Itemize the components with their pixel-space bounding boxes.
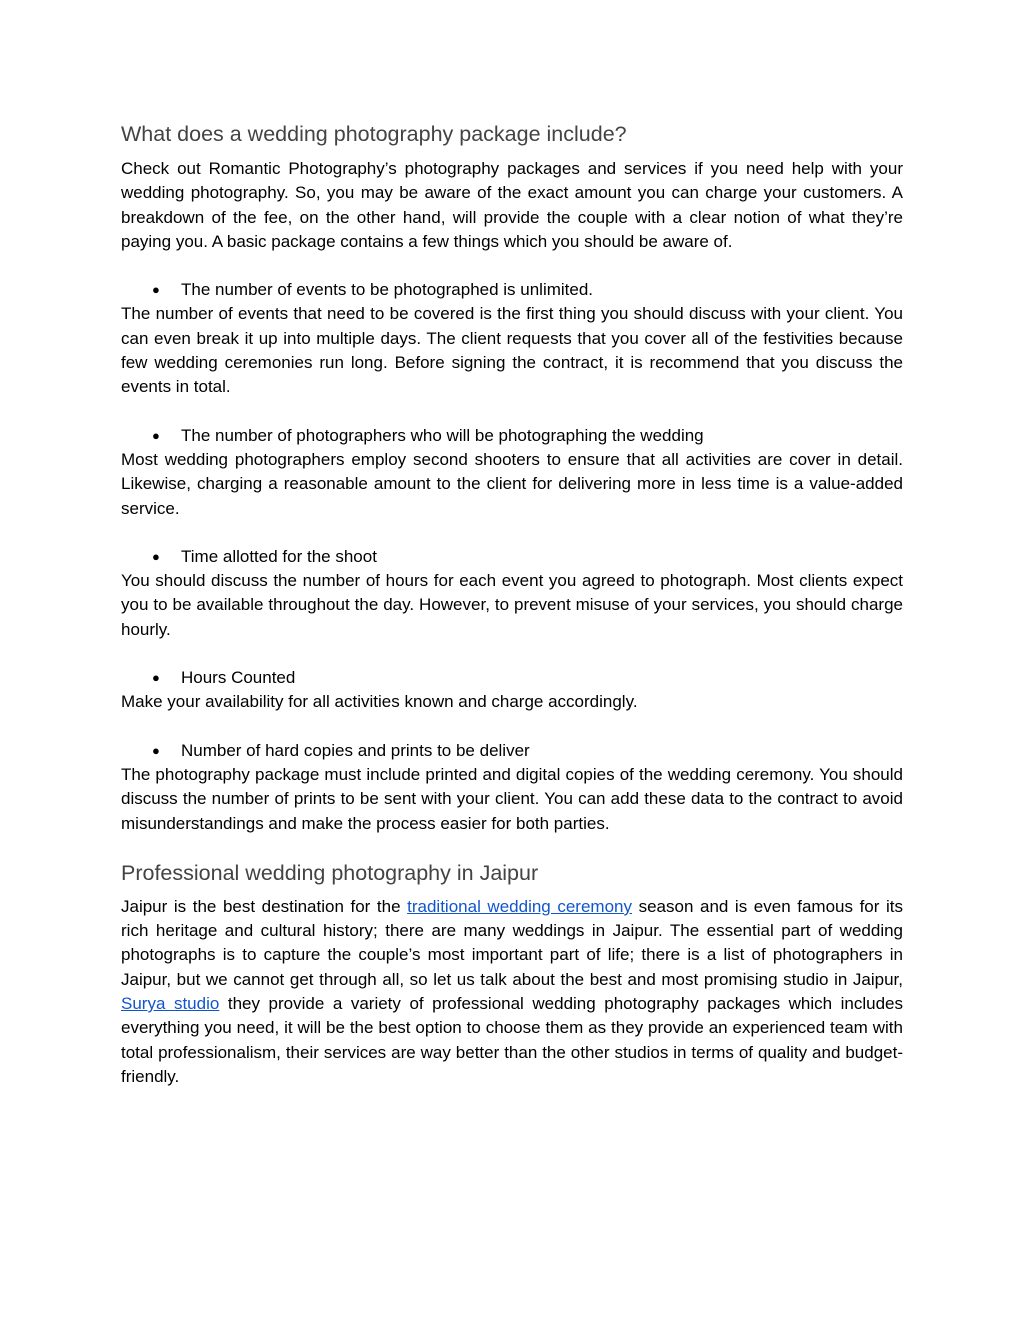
bullet-text: The number of photographers who will be photographing the wedding (181, 425, 704, 445)
paragraph-text: they provide a variety of professional wedding photography packages which includes everything you need, it will be the best option to choose them as they provide an experienced team with total professionalism, their services are way better than the other studios in terms of quality and budget-friendly. (121, 994, 904, 1086)
bullet-icon: ● (152, 670, 160, 686)
paragraph-text: Jaipur is the best destination for the (121, 896, 408, 916)
document-page (121, 120, 903, 1089)
section-heading: Professional wedding photography in Jaipur (121, 860, 539, 885)
paragraph-text: season and is even famous for its rich heritage and cultural history; there are many weddings in Jaipur. The essential part of wedding photographs is to capture the couple’s most important part of life; there is a list of photographers in Jaipur, but we cannot get through all, so let us talk about the best and most promising studio in Jaipur, (121, 896, 904, 989)
list-item (121, 666, 903, 690)
list-item (121, 545, 903, 569)
traditional-wedding-ceremony-link[interactable]: traditional wedding ceremony (407, 896, 632, 916)
item-paragraph: You should discuss the number of hours for each event you agreed to photograph. Most clients expect you to be available throughout the day. However, to prevent misuse of your services, you should charge hourly. (121, 571, 903, 639)
bullet-text: Time allotted for the shoot (181, 546, 377, 566)
jaipur-paragraph (121, 895, 903, 1089)
bullet-icon: ● (152, 742, 160, 758)
bullet-icon: ● (152, 548, 160, 564)
item-paragraph: Make your availability for all activities known and charge accordingly. (121, 692, 638, 712)
bullet-text: Number of hard copies and prints to be deliver (181, 740, 530, 760)
bullet-text: The number of events to be photographed is unlimited. (181, 280, 594, 300)
list-item (121, 739, 903, 763)
list-item (121, 424, 903, 448)
section-heading: What does a wedding photography package include? (121, 122, 627, 146)
item-paragraph: The photography package must include printed and digital copies of the wedding ceremony. You should discuss the number of prints to be sent with your client. You can add these data to the contract to avoid misunderstandings and make the process easier for both parties. (121, 764, 903, 833)
item-paragraph: Most wedding photographers employ second shooters to ensure that all activities are cover in detail. Likewise, charging a reasonable amount to the client for delivering more in less time is a value-added service. (121, 449, 903, 518)
intro-paragraph: Check out Romantic Photography’s photography packages and services if you need help with your wedding photography. So, you may be aware of the exact amount you can charge your customers. A breakdown of the fee, on the other hand, will provide the couple with a clear notion of what they’re paying you. A basic package contains a few things which you should be aware of. (121, 159, 903, 251)
list-item (121, 278, 903, 302)
bullet-text: Hours Counted (181, 668, 296, 688)
surya-studio-link[interactable]: Surya studio (121, 994, 220, 1014)
bullet-icon: ● (152, 282, 160, 298)
bullet-icon: ● (152, 427, 160, 443)
item-paragraph: The number of events that need to be covered is the first thing you should discuss with your client. You can even break it up into multiple days. The client requests that you cover all of the festivities because few wedding ceremonies run long. Before signing the contract, it is recommend that you discuss the events in total. (121, 304, 903, 397)
